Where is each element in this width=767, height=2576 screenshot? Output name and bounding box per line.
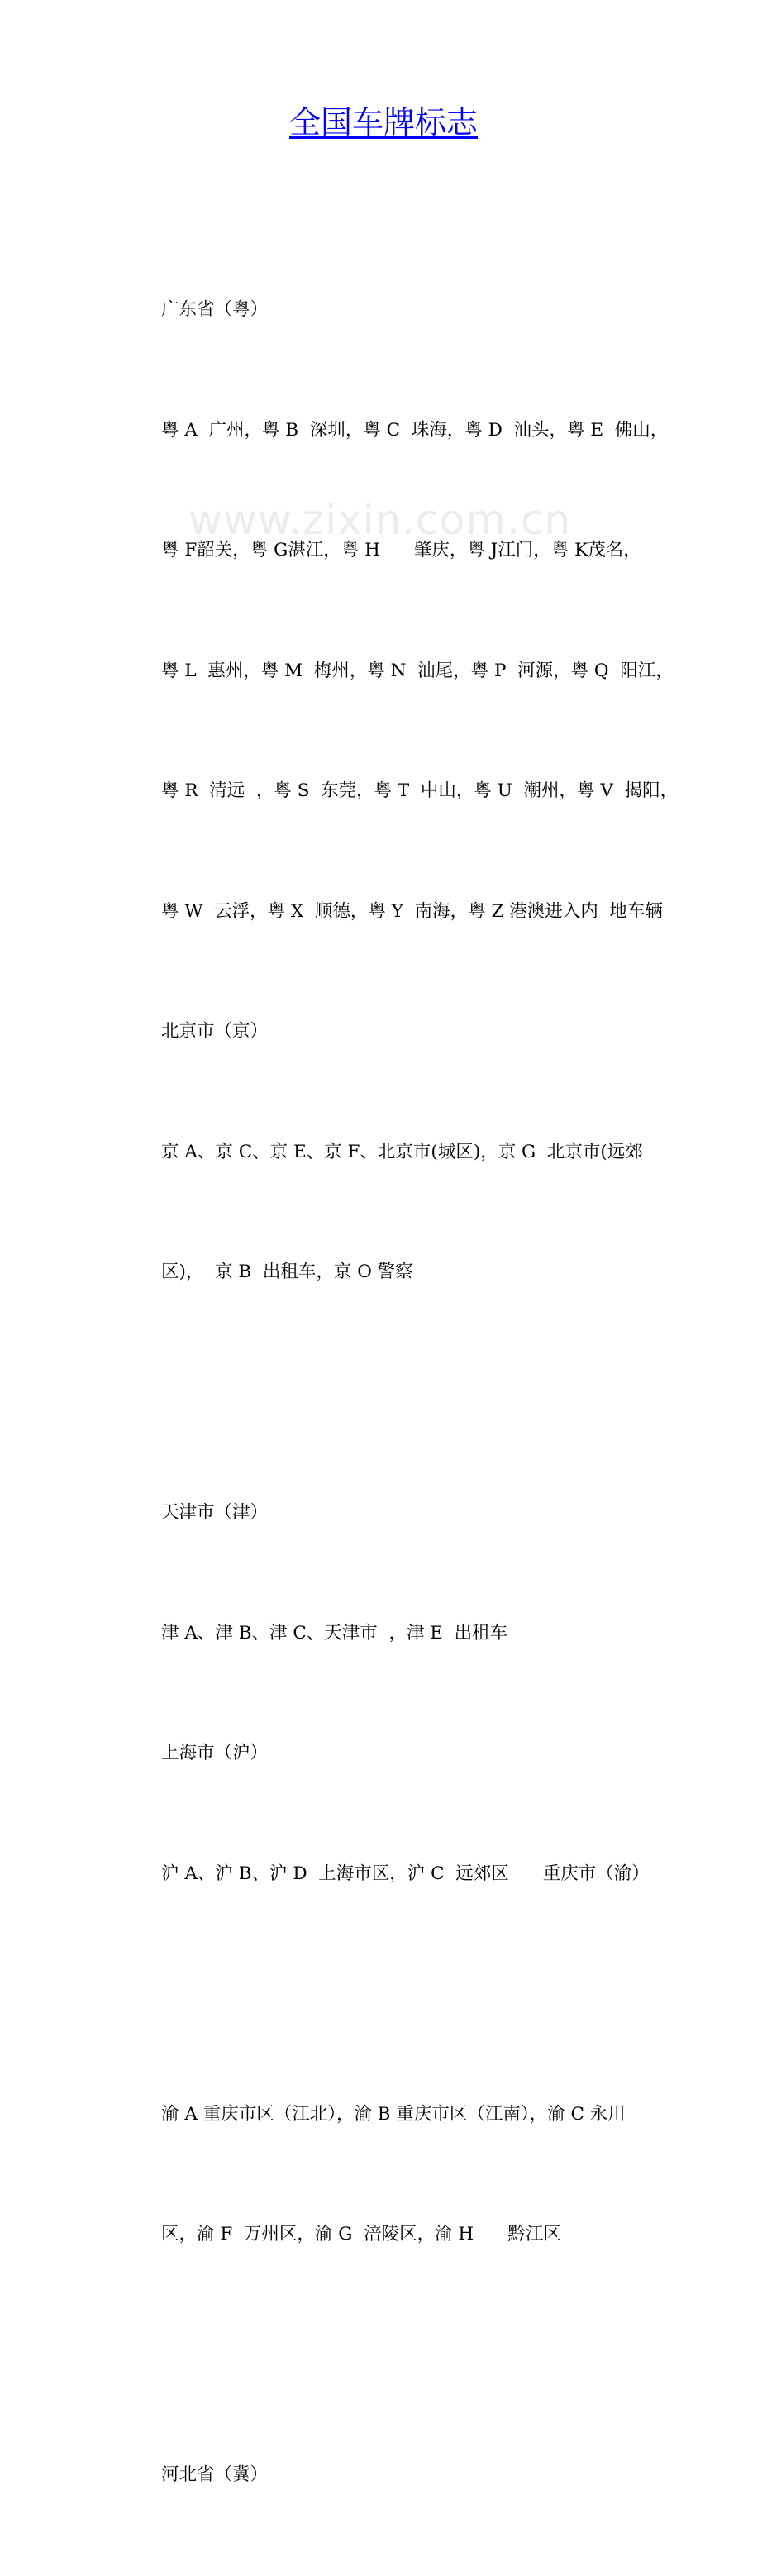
text-line: 粤 R 清远 ，粤 S 东莞，粤 T 中山，粤 U 潮州，粤 V 揭阳， (161, 780, 679, 801)
text-line: 粤 L 惠州，粤 M 梅州，粤 N 汕尾，粤 P 河源，粤 Q 阳江， (161, 660, 674, 681)
section-heading-shanghai: 上海市（沪） (161, 1743, 269, 1763)
document-body (161, 210, 698, 2576)
text-line: 渝 A 重庆市区（江北），渝 B 重庆市区（江南），渝 C 永川 (161, 2103, 626, 2125)
text-line: 粤 F韶关，粤 G湛江，粤 H 肇庆，粤 J江门，粤 K茂名， (161, 540, 641, 561)
text-line: 京 A、京 C、京 E、京 F、北京市(城区)，京 G 北京市(远郊 (161, 1141, 643, 1162)
section-heading-tianjin: 天津市（津） (161, 1502, 269, 1523)
section-heading-beijing: 北京市（京） (161, 1021, 269, 1042)
text-line: 区)， 京 B 出租车，京 O 警察 (161, 1262, 413, 1282)
watermark: www.zixin.com.cn (188, 496, 572, 544)
text-line: 粤 A 广州，粤 B 深圳，粤 C 珠海，粤 D 汕头，粤 E 佛山， (161, 419, 669, 441)
section-heading-guangdong: 广东省（粤） (161, 299, 269, 320)
section-heading-hebei: 河北省（冀） (161, 2464, 269, 2485)
blank-line (161, 1974, 698, 2015)
text-line: 区，渝 F 万州区，渝 G 涪陵区，渝 H 黔江区 (161, 2224, 561, 2244)
blank-line (161, 2335, 698, 2376)
text-line: 沪 A、沪 B、沪 D 上海市区，沪 C 远郊区 重庆市（渝） (161, 1863, 650, 1884)
blank-line (161, 1373, 698, 1414)
text-line: 粤 W 云浮，粤 X 顺德，粤 Y 南海，粤 Z 港澳进入内 地车辆 (161, 900, 663, 922)
text-line: 津 A、津 B、津 C、天津市 ，津 E 出租车 (161, 1622, 508, 1643)
document-title[interactable]: 全国车牌标志 (288, 104, 478, 141)
